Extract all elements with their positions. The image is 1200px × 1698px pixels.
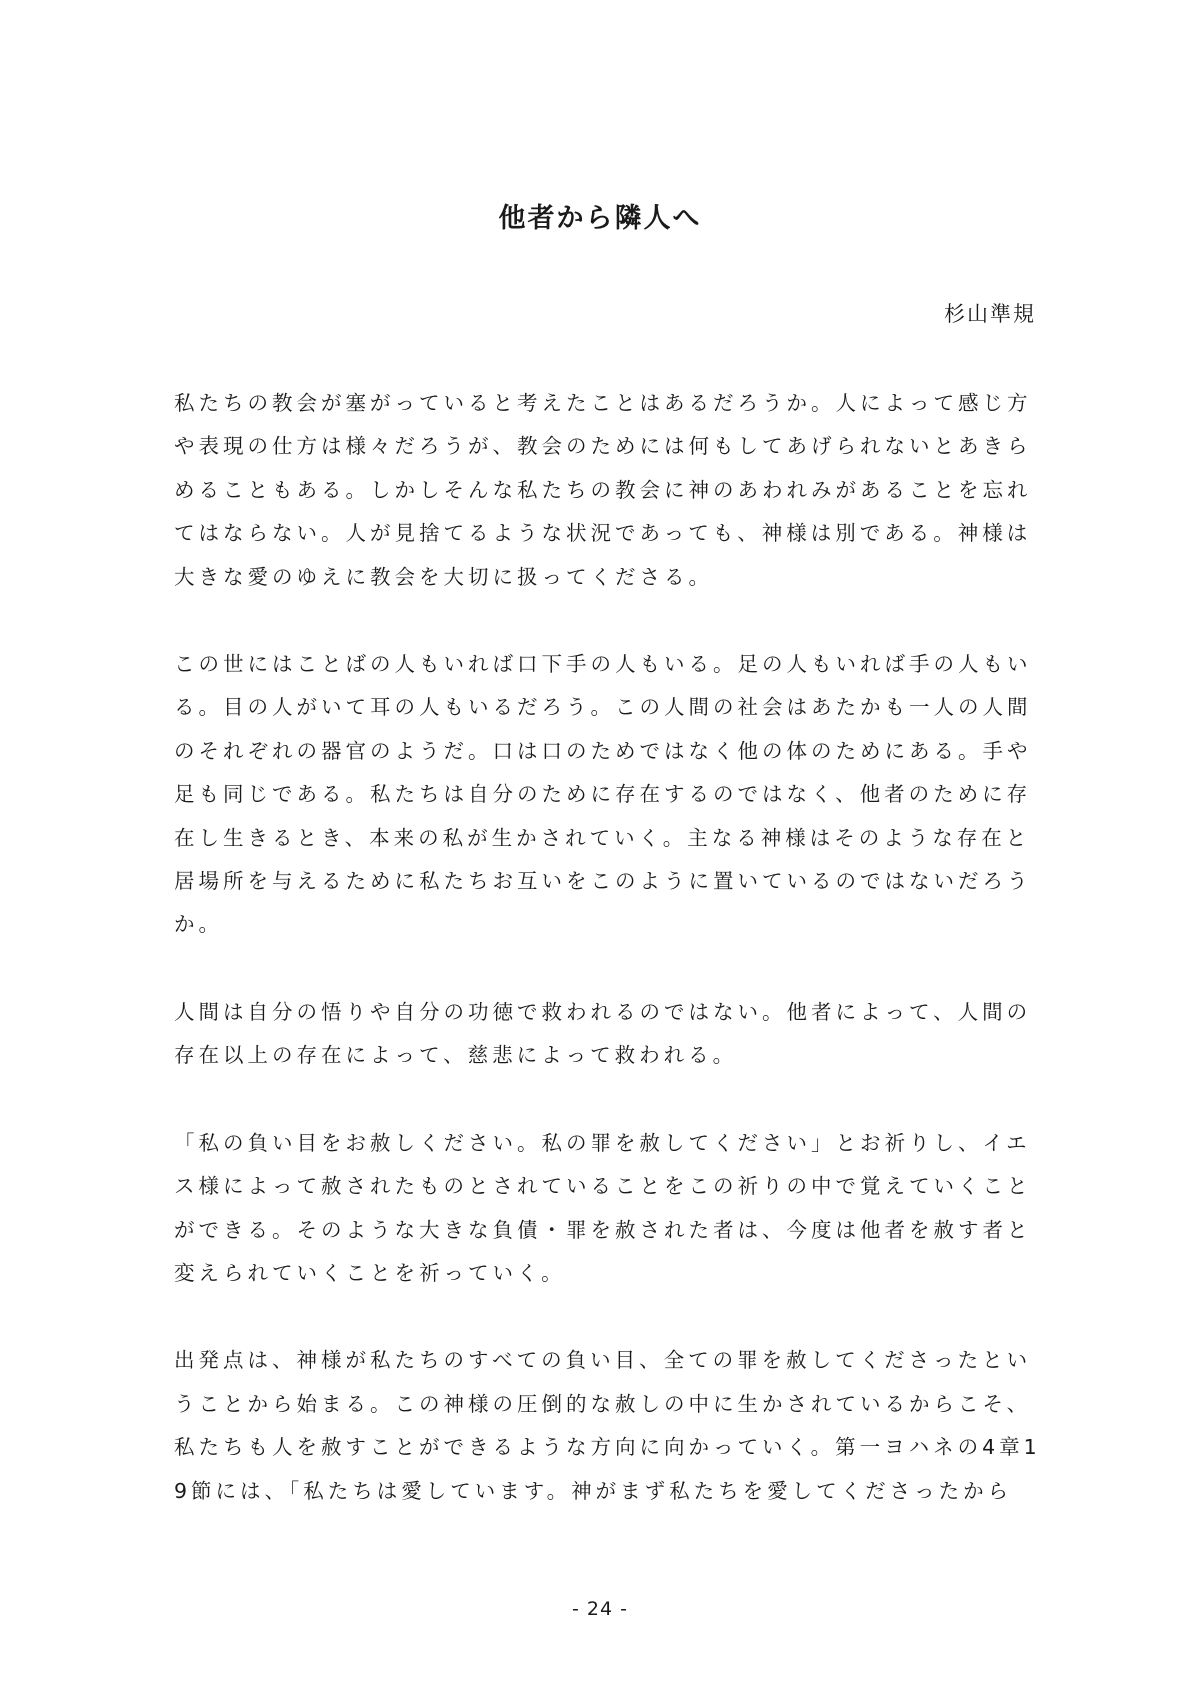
author-name: 杉山準規 [944,302,1036,326]
text-line: この世にはことばの人もいれば口下手の人もいる。足の人もいれば手の人もい [174,652,1032,677]
text-line: めることもある。しかしそんな私たちの教会に神のあわれみがあることを忘れ [174,477,1032,502]
text-line: る。目の人がいて耳の人もいるだろう。この人間の社会はあたかも一人の人間 [174,695,1032,720]
body-paragraph [174,1339,1041,1513]
document-title: 他者から隣人へ [498,203,702,234]
body-paragraph [174,643,1034,947]
text-line: 大きな愛のゆえに教会を大切に扱ってくださる。 [174,564,713,589]
page-number: - 24 - [572,1598,628,1620]
text-line: 出発点は、神様が私たちのすべての負い目、全ての罪を赦してくださったとい [174,1348,1032,1373]
text-line: か。 [174,912,223,937]
text-line: 「私の負い目をお赦しください。私の罪を赦してください」とお祈りし、イエ [174,1130,1031,1155]
text-line: 変えられていくことを祈っていく。 [174,1260,566,1285]
text-line: 足も同じである。私たちは自分のために存在するのではなく、他者のために存 [174,782,1032,807]
text-line: てはならない。人が見捨てるような状況であっても、神様は別である。神様は [174,521,1032,546]
text-line: うことから始まる。この神様の圧倒的な赦しの中に生かされているからこそ、 [174,1391,1032,1416]
text-line: のそれぞれの器官のようだ。口は口のためではなく他の体のためにある。手や [174,738,1032,763]
document-body [174,382,1041,1557]
text-line: 在し生きるとき、本来の私が生かされていく。主なる神様はそのような存在と [174,825,1031,850]
text-line: 私たちも人を赦すことができるような方向に向かっていく。第一ヨハネの4章1 [174,1435,1041,1460]
text-line: 人間は自分の悟りや自分の功徳で救われるのではない。他者によって、人間の [174,999,1032,1024]
text-line: 存在以上の存在によって、慈悲によって救われる。 [174,1043,738,1068]
text-line: ができる。そのような大きな負債・罪を赦された者は、今度は他者を赦す者と [174,1217,1032,1242]
body-paragraph [174,991,1034,1078]
body-paragraph [174,1122,1034,1296]
text-line: や表現の仕方は様々だろうが、教会のためには何もしてあげられないとあきら [174,434,1032,459]
text-line: 居場所を与えるために私たちお互いをこのように置いているのではないだろう [174,869,1032,894]
text-line: 私たちの教会が塞がっていると考えたことはあるだろうか。人によって感じ方 [174,391,1032,415]
text-line: ス様によって赦されたものとされていることをこの祈りの中で覚えていくこと [174,1174,1032,1199]
text-line: 9節には、「私たちは愛しています。神がまず私たちを愛してくださったから [174,1478,1013,1503]
body-paragraph [174,382,1034,599]
